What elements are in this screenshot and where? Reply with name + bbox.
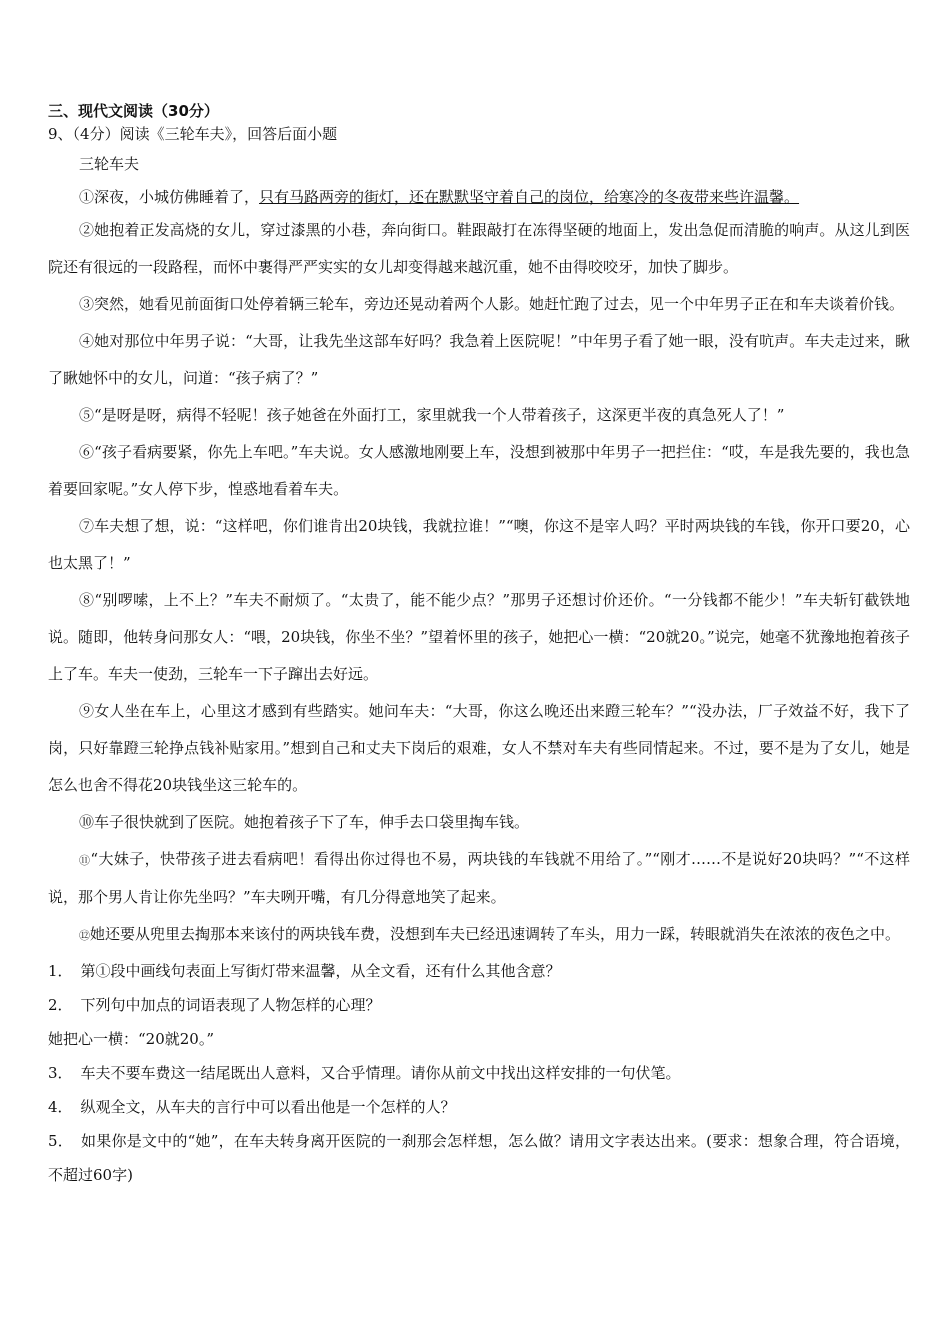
question-intro: 9、（4分）阅读《三轮车夫》，回答后面小题 <box>48 125 338 143</box>
paragraph-text: 突然，她看见前面街口处停着辆三轮车，旁边还晃动着两个人影。她赶忙跑了过去，见一个中年男子正在和车夫谈着价钱。 <box>94 295 905 313</box>
paragraph-11 <box>48 841 910 916</box>
story-body <box>48 182 910 954</box>
paragraph-text: “孩子看病要紧，你先上车吧。”车夫说。女人感激地刚要上车，没想到被那中年男子一把拦住：“哎，车是我先要的，我也急着要回家呢。”女人停下步，惶惑地看着车夫。 <box>48 443 910 498</box>
paragraph-number: ⑪ <box>79 854 91 867</box>
question-1 <box>48 954 910 988</box>
paragraph-number: ④ <box>79 332 95 350</box>
question-text: 下列句中加点的词语表现了人物怎样的心理？ <box>80 996 381 1014</box>
paragraph-4 <box>48 323 910 397</box>
paragraph-number: ② <box>79 221 95 239</box>
paragraph-text: “别啰嗦，上不上？”车夫不耐烦了。“太贵了，能不能少点？”那男子还想讨价还价。“一分钱都不能少！”车夫斩钉截铁地说。随即，他转身问那女人：“喂，20块钱，你坐不坐？”望着怀里的孩子，她把心一横：“20就20。”说完，她毫不犹豫地抱着孩子上了车。车夫一使劲，三轮车一下子蹿出去好远。 <box>48 591 910 683</box>
paragraph-number: ⑥ <box>79 443 95 461</box>
question-text: 车夫不要车费这一结尾既出人意料，又合乎情理。请你从前文中找出这样安排的一句伏笔。 <box>80 1064 681 1082</box>
paragraph-text: 车子很快就到了医院。她抱着孩子下了车，伸手去口袋里掏车钱。 <box>94 813 530 831</box>
paragraph-12 <box>48 916 910 954</box>
question-number: 4． <box>48 1098 73 1116</box>
paragraph-3 <box>48 286 910 323</box>
paragraph-5 <box>48 397 910 434</box>
paragraph-10 <box>48 804 910 841</box>
question-text: 第①段中画线句表面上写街灯带来温馨，从全文看，还有什么其他含意？ <box>80 962 561 980</box>
exam-page <box>48 100 910 1192</box>
paragraph-number: ⑧ <box>79 591 95 609</box>
section-title: 三、现代文阅读（30分） <box>48 102 219 120</box>
question-list <box>48 954 910 1192</box>
story-title: 三轮车夫 <box>79 155 140 173</box>
paragraph-text: “是呀是呀，病得不轻呢！孩子她爸在外面打工，家里就我一个人带着孩子，这深更半夜的真急死人了！” <box>94 406 785 424</box>
question-2-quote: 她把心一横：“20就20。” <box>48 1030 215 1048</box>
question-number: 2． <box>48 996 73 1014</box>
paragraph-8 <box>48 582 910 693</box>
question-text: 如果你是文中的“她”，在车夫转身离开医院的一刹那会怎样想，怎么做？请用文字表达出来。(要求：想象合理，符合语境，不超过60字) <box>48 1132 910 1184</box>
paragraph-6 <box>48 434 910 508</box>
paragraph-number: ⑫ <box>79 929 90 942</box>
question-4 <box>48 1090 910 1124</box>
underlined-sentence: 只有马路两旁的街灯，还在默默坚守着自己的岗位，给寒冷的冬夜带来些许温馨。 <box>259 188 800 206</box>
question-number: 1． <box>48 962 73 980</box>
paragraph-number: ⑦ <box>79 517 95 535</box>
paragraph-number: ⑨ <box>79 702 95 720</box>
paragraph-text: 她抱着正发高烧的女儿，穿过漆黑的小巷，奔向街口。鞋跟敲打在冻得坚硬的地面上，发出急促而清脆的响声。从这儿到医院还有很远的一段路程，而怀中裹得严严实实的女儿却变得越来越沉重，她不由得咬咬牙，加快了脚步。 <box>48 221 910 276</box>
paragraph-text: 深夜，小城仿佛睡着了， <box>94 188 260 206</box>
paragraph-text: 车夫想了想，说：“这样吧，你们谁肯出20块钱，我就拉谁！”“噢，你这不是宰人吗？平时两块钱的车钱，你开口要20，心也太黑了！” <box>48 517 910 572</box>
paragraph-number: ⑤ <box>79 406 95 424</box>
question-5 <box>48 1124 910 1192</box>
paragraph-text: “大妹子，快带孩子进去看病吧！看得出你过得也不易，两块钱的车钱就不用给了。”“刚才……不是说好20块吗？”“不这样说，那个男人肯让你先坐吗？”车夫咧开嘴，有几分得意地笑了起来。 <box>48 850 911 906</box>
question-number: 5． <box>48 1132 74 1150</box>
question-text: 纵观全文，从车夫的言行中可以看出他是一个怎样的人？ <box>80 1098 456 1116</box>
paragraph-number: ① <box>79 188 95 206</box>
question-number: 3． <box>48 1064 73 1082</box>
paragraph-2 <box>48 212 910 286</box>
paragraph-number: ⑩ <box>79 813 95 831</box>
paragraph-text: 她还要从兜里去掏那本来该付的两块钱车费，没想到车夫已经迅速调转了车头，用力一踩，转眼就消失在浓浓的夜色之中。 <box>90 925 901 943</box>
paragraph-text: 女人坐在车上，心里这才感到有些踏实。她问车夫：“大哥，你这么晚还出来蹬三轮车？”“没办法，厂子效益不好，我下了岗，只好靠蹬三轮挣点钱补贴家用。”想到自己和丈夫下岗后的艰难，女人不禁对车夫有些同情起来。不过，要不是为了女儿，她是怎么也舍不得花20块钱坐这三轮车的。 <box>48 702 910 794</box>
paragraph-text: 她对那位中年男子说：“大哥，让我先坐这部车好吗？我急着上医院呢！”中年男子看了她一眼，没有吭声。车夫走过来，瞅了瞅她怀中的女儿，问道：“孩子病了？” <box>48 332 910 387</box>
paragraph-number: ③ <box>79 295 95 313</box>
question-3 <box>48 1056 910 1090</box>
question-2 <box>48 988 910 1022</box>
paragraph-9 <box>48 693 910 804</box>
paragraph-7 <box>48 508 910 582</box>
paragraph-1 <box>48 182 910 212</box>
